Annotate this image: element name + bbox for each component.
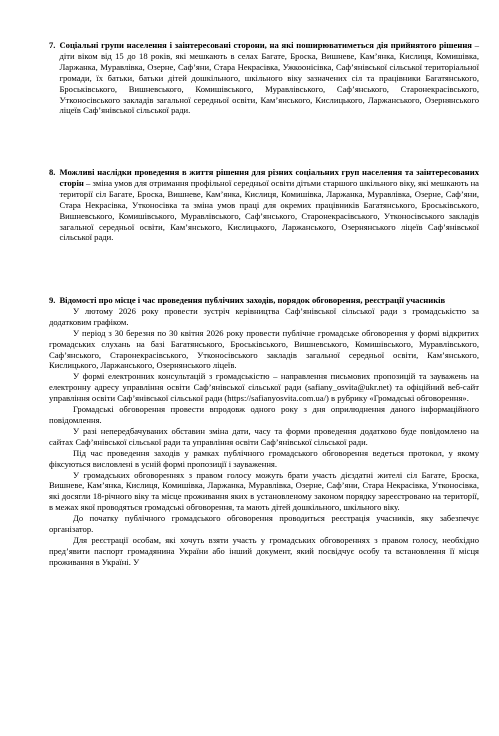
section-9-paragraph: Для реєстрації особам, які хочуть взяти участь у громадських обговореннях з правом голосу, необхідно пред’явити паспорт громадянина України або інший документ, який посвідчує особу та встановлення її місця проживання в Україні. У: [49, 534, 479, 567]
section-9-paragraph: До початку публічного громадського обговорення проводиться реєстрація учасників, яку забезпечує організатор.: [49, 513, 479, 535]
section-8-text: – зміна умов для отримання профільної середньої освіти дітьми старшого шкільного віку, які мешкають на території сіл Багате, Броска, Вишневе, Кам’янка, Кислиця, Комишівка, Ларжанка, Муравлівка, Озерне, Саф’яни, Стара Некрасівка, Утконосівка та зміна умов праці для окремих працівників Багатянського, Броськівського, Вишневського, Комишівського, Муравлівського, Саф’янського, Старонекрасівського, Утконосівського закладів загальної середньої освіти, Кам’янського, Кислицького, Ларжанського, Озернянського ліцеїв Саф’янівської сільської ради.: [59, 177, 479, 243]
section-9-body: [59, 295, 479, 306]
section-9-row: [49, 295, 479, 306]
section-8-number: 8.: [49, 167, 56, 177]
section-9-paragraph: Під час проведення заходів у рамках публічного громадського обговорення ведеться протокол, у якому фіксуються висловлені в усній формі пропозиції і зауваження.: [49, 447, 479, 469]
section-7-row: [49, 40, 479, 116]
section-9-paragraph: У період з 30 березня по 30 квітня 2026 року провести публічне громадське обговорення у формі відкритих громадських слухань на базі Багатянського, Броськівського, Вишневського, Комишівського, Муравлівського, Саф’янського, Старонекрасівського, Утконосівського закладів загальної середньої освіти, Кам’янського, Кислицького, Ларжанського, Озернянського ліцеїв.: [49, 327, 479, 371]
section-8-heading: Можливі наслідки проведення в життя рішення для різних соціальних груп населення та заінтересованих сторін: [59, 167, 479, 188]
section-7-heading: Соціальні групи населення і заінтересовані сторони, на які поширюватиметься дія прийнятого рішення: [59, 40, 472, 50]
section-7-text: – діти віком від 15 до 18 років, які мешкають в селах Багате, Броска, Вишневе, Кам’янка, Кислиця, Комишівка, Ларжанка, Муравлівка, Озерне, Саф’яни, Стара Некрасівка, Ужкоонісівка, Саф’янівської сільської територіальної громади, їх батьки, батьки дітей дошкільного, шкільного віку зазначених сіл та працівники Багатянського, Броськівського, Вишневського, Комишівського, Муравлівського, Саф’янського, Старонекрасівського, Утконосівського закладів загальної середньої освіти, Кам’янського, Кислицького, Ларжанського, Озернянського ліцеїв Саф’янівської сільської ради.: [59, 40, 479, 116]
section-9-paragraph: У формі електронних консультацій з громадськістю – направлення письмових пропозицій та зауважень на електронну адресу управління освіти Саф’янівської сільської ради (safiany_osvita@ukr.net) та офіційний веб-сайт управління освіти Саф’янівської сільської ради (https://safianyosvita.com.ua/) в рубрику «Громадські обговорення».: [49, 371, 479, 404]
section-9-paragraph: У разі непередбачуваних обставин зміна дати, часу та форми проведення додатково буде повідомлено на сайтах Саф’янівської сільської ради та управління освіти Саф’янівської сільської ради.: [49, 425, 479, 447]
section-9-paragraph: У громадських обговореннях з правом голосу можуть брати участь дієздатні жителі сіл Багате, Броска, Вишневе, Кам’янка, Кислиця, Комишівка, Ларжанка, Муравлівка, Озерне, Саф’яни, Стара Некрасівка, Утконосівка, які досягли 18-річного віку та місце проживання яких в установленому законом порядку зареєстровано на території, в межах якої проводяться громадські обговорення, та мають дітей дошкільного, шкільного віку.: [49, 469, 479, 513]
section-9-paragraph: Громадські обговорення провести впродовж одного року з дня оприлюднення даного інформаційного повідомлення.: [49, 404, 479, 425]
section-8: [49, 167, 479, 243]
section-7-body: [59, 40, 479, 116]
section-7-number: 7.: [49, 40, 56, 50]
section-7: [49, 40, 479, 116]
section-9-number: 9.: [49, 295, 56, 305]
section-9: [49, 295, 479, 568]
section-9-paragraph: У лютому 2026 року провести зустріч керівництва Саф’янівської сільської ради з громадськістю за додатковим графіком.: [49, 305, 479, 327]
section-9-heading: Відомості про місце і час проведення публічних заходів, порядок обговорення, реєстрації учасників: [59, 295, 446, 305]
section-8-row: [49, 167, 479, 243]
section-8-body: [59, 167, 479, 243]
